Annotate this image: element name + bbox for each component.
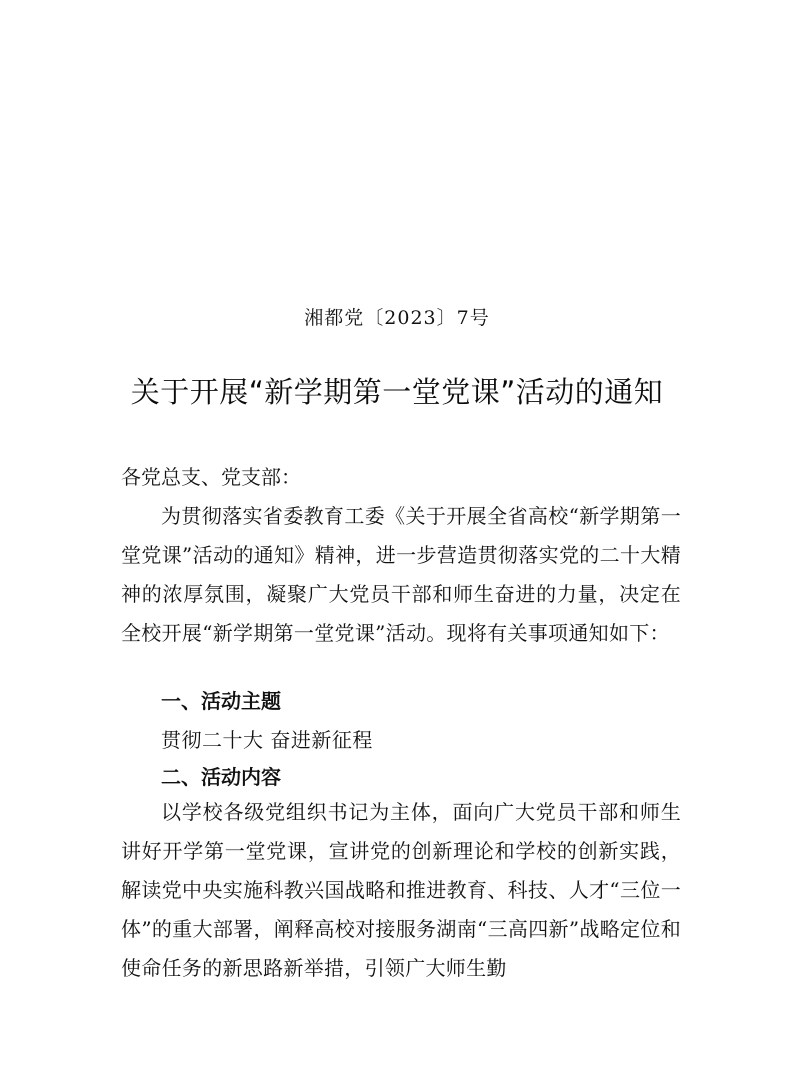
section-theme-text: 贯彻二十大 奋进新征程 [161, 728, 373, 752]
section-heading-theme: 一、活动主题 [161, 689, 281, 713]
document-number: 湘都党〔2023〕7号 [304, 307, 490, 329]
section-heading-content: 二、活动内容 [161, 765, 281, 789]
document-title: 关于开展“新学期第一堂党课”活动的通知 [130, 375, 664, 409]
content-paragraph: 以学校各级党组织书记为主体，面向广大党员干部和师生讲好开学第一堂党课，宣讲党的创新理论和学校的创新实践，解读党中央实施科教兴国战略和推进教育、科技、人才“三位一体”的重大部署，阐释高校对接服务湖南“三高四新”战略定位和使命任务的新思路新举措，引领广大师生勤 [121, 800, 681, 980]
salutation: 各党总支、党支部： [121, 465, 301, 489]
intro-paragraph: 为贯彻落实省委教育工委《关于开展全省高校“新学期第一堂党课”活动的通知》精神，进一步营造贯彻落实党的二十大精神的浓厚氛围，凝聚广大党员干部和师生奋进的力量，决定在全校开展“新学期第一堂党课”活动。现将有关事项通知如下： [121, 504, 681, 645]
